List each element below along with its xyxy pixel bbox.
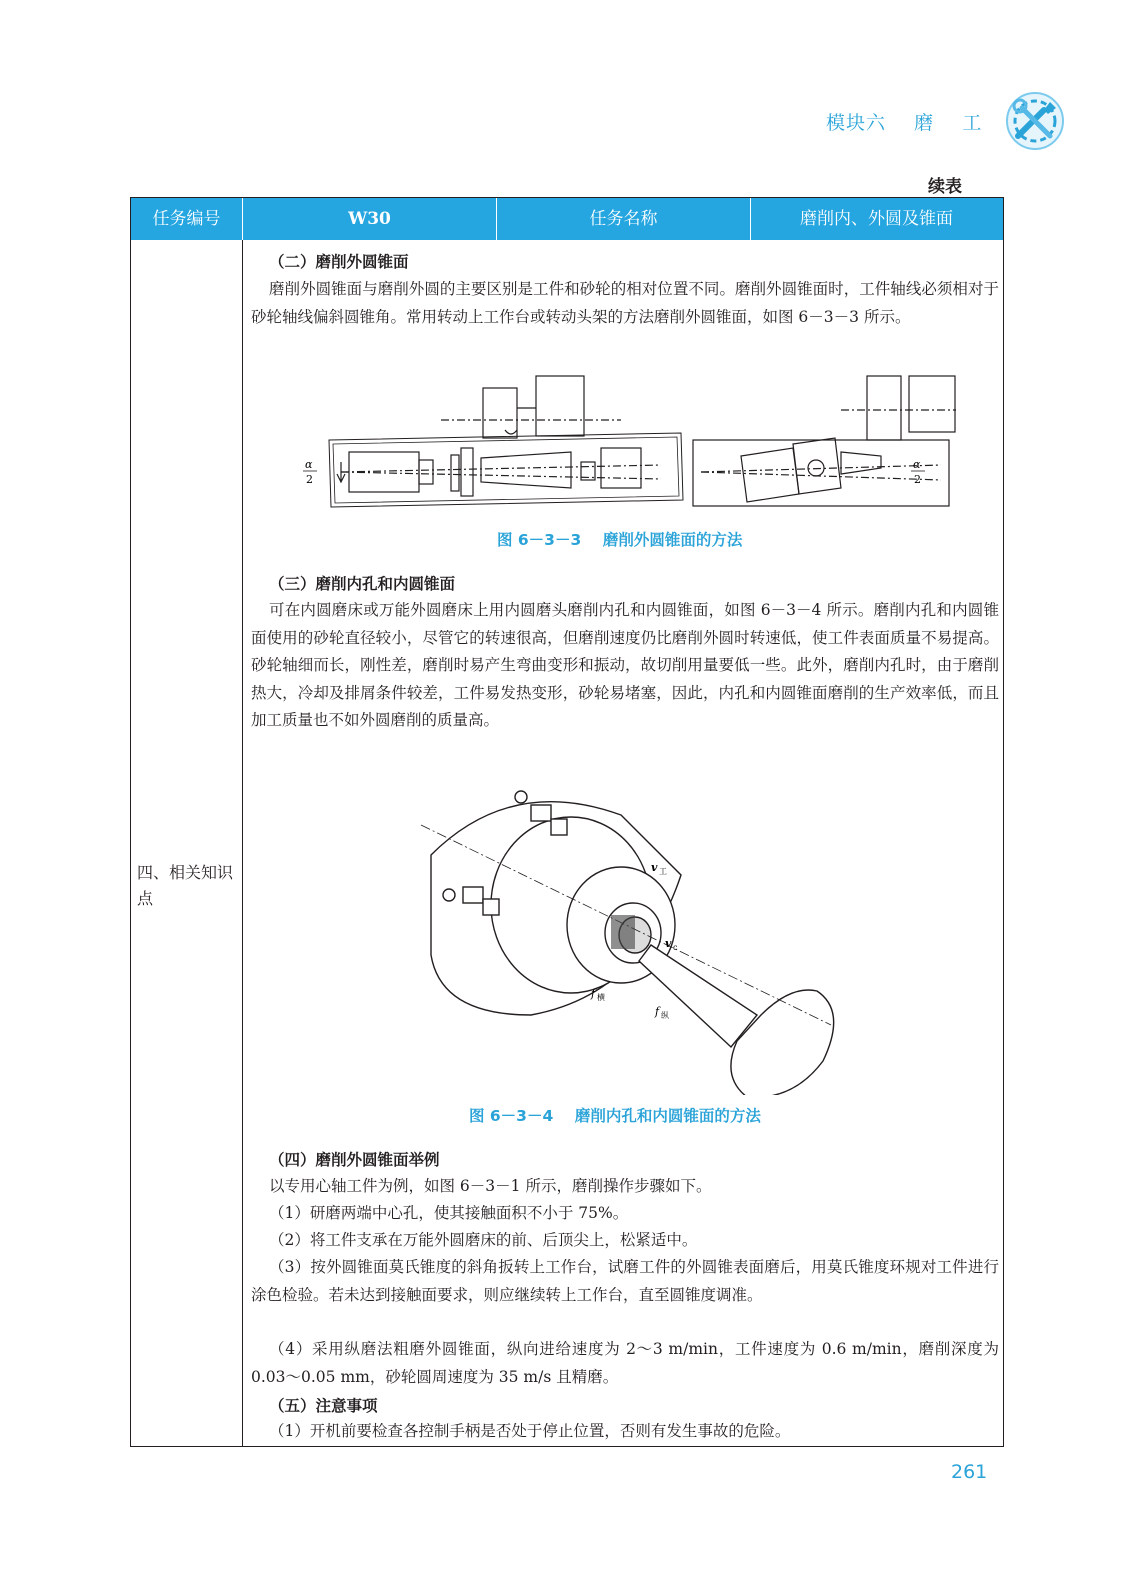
wrench-gear-icon — [1004, 90, 1066, 152]
section-4-step-4: （4）采用纵磨法粗磨外圆锥面，纵向进给速度为 2～3 m/min，工件速度为 0.6 m/min，磨削深度为 0.03～0.05 mm，砂轮圆周速度为 35 m/s 且精磨。 — [251, 1340, 999, 1386]
module-title: 模块六 磨 工 — [826, 112, 983, 134]
left-column-label: 四、相关知识点 — [137, 863, 234, 908]
section-4-step-2: （2）将工件支承在万能外圆磨床的前、后顶尖上，松紧适中。 — [269, 1231, 698, 1249]
figure-6-3-4-caption: 图 6－3－4 磨削内孔和内圆锥面的方法 — [469, 1107, 761, 1125]
f-long-label: f — [655, 1005, 660, 1018]
two-label-right: 2 — [914, 473, 921, 486]
v-c-label: v — [665, 937, 672, 950]
left-column — [131, 240, 243, 1446]
task-name-value: 磨削内、外圆及锥面 — [800, 209, 953, 229]
table-header-row — [131, 198, 1003, 240]
v-work-label: v — [651, 861, 658, 874]
page-number: 261 — [951, 1461, 988, 1483]
section-4-step-1: （1）研磨两端中心孔，使其接触面积不小于 75%。 — [269, 1204, 629, 1222]
figure-6-3-3 — [301, 370, 961, 530]
section-4-step-3: （3）按外圆锥面莫氏锥度的斜角扳转上工作台，试磨工件的外圆锥表面磨后，用莫氏锥度环规对工件进行涂色检验。若未达到接触面要求，则应继续转上工作台，直至圆锥度调准。 — [251, 1258, 999, 1304]
section-2-title: （二）磨削外圆锥面 — [269, 253, 409, 271]
section-4-intro: 以专用心轴工件为例，如图 6－3－1 所示，磨削操作步骤如下。 — [269, 1177, 712, 1195]
task-no-label: 任务编号 — [131, 198, 243, 240]
alpha-label-right: α — [913, 458, 921, 471]
figure-6-3-4 — [411, 775, 851, 1095]
task-table — [130, 197, 1004, 1447]
section-3-text: 可在内圆磨床或万能外圆磨床上用内圆磨头磨削内孔和内圆锥面，如图 6－3－4 所示。磨削内孔和内圆锥面使用的砂轮直径较小，尽管它的转速很高，但磨削速度仍比磨削外圆时转速低，使工件表面质量不易提高。砂轮轴细而长，刚性差，磨削时易产生弯曲变形和振动，故切削用量要低一些。此外，磨削内孔时，由于磨削热大，冷却及排屑条件较差，工件易发热变形，砂轮易堵塞，因此，内孔和内圆锥面磨削的生产效率低，而且加工质量也不如外圆磨削的质量高。 — [251, 601, 999, 729]
figure-6-3-3-caption: 图 6－3－3 磨削外圆锥面的方法 — [497, 531, 743, 549]
section-5-title: （五）注意事项 — [269, 1397, 378, 1415]
section-3-title: （三）磨削内孔和内圆锥面 — [269, 575, 456, 593]
continuation-label: 续表 — [928, 177, 962, 197]
two-label-left: 2 — [306, 473, 313, 486]
section-5-step-1: （1）开机前要检查各控制手柄是否处于停止位置，否则有发生事故的危险。 — [269, 1422, 791, 1440]
f-long-sub: 纵 — [661, 1011, 669, 1020]
task-no-value: W30 — [243, 198, 497, 240]
f-cross-sub: 横 — [597, 993, 605, 1002]
section-2-text: 磨削外圆锥面与磨削外圆的主要区别是工件和砂轮的相对位置不同。磨削外圆锥面时，工件轴线必须相对于砂轮轴线偏斜圆锥角。常用转动上工作台或转动头架的方法磨削外圆锥面，如图 6－3－3 所示。 — [251, 280, 999, 326]
task-name-label: 任务名称 — [497, 198, 751, 240]
section-4-title: （四）磨削外圆锥面举例 — [269, 1151, 440, 1169]
v-work-sub: 工 — [659, 867, 667, 876]
v-c-sub: c — [673, 943, 678, 952]
f-cross-label: f — [591, 987, 596, 1000]
alpha-label-left: α — [305, 458, 313, 471]
